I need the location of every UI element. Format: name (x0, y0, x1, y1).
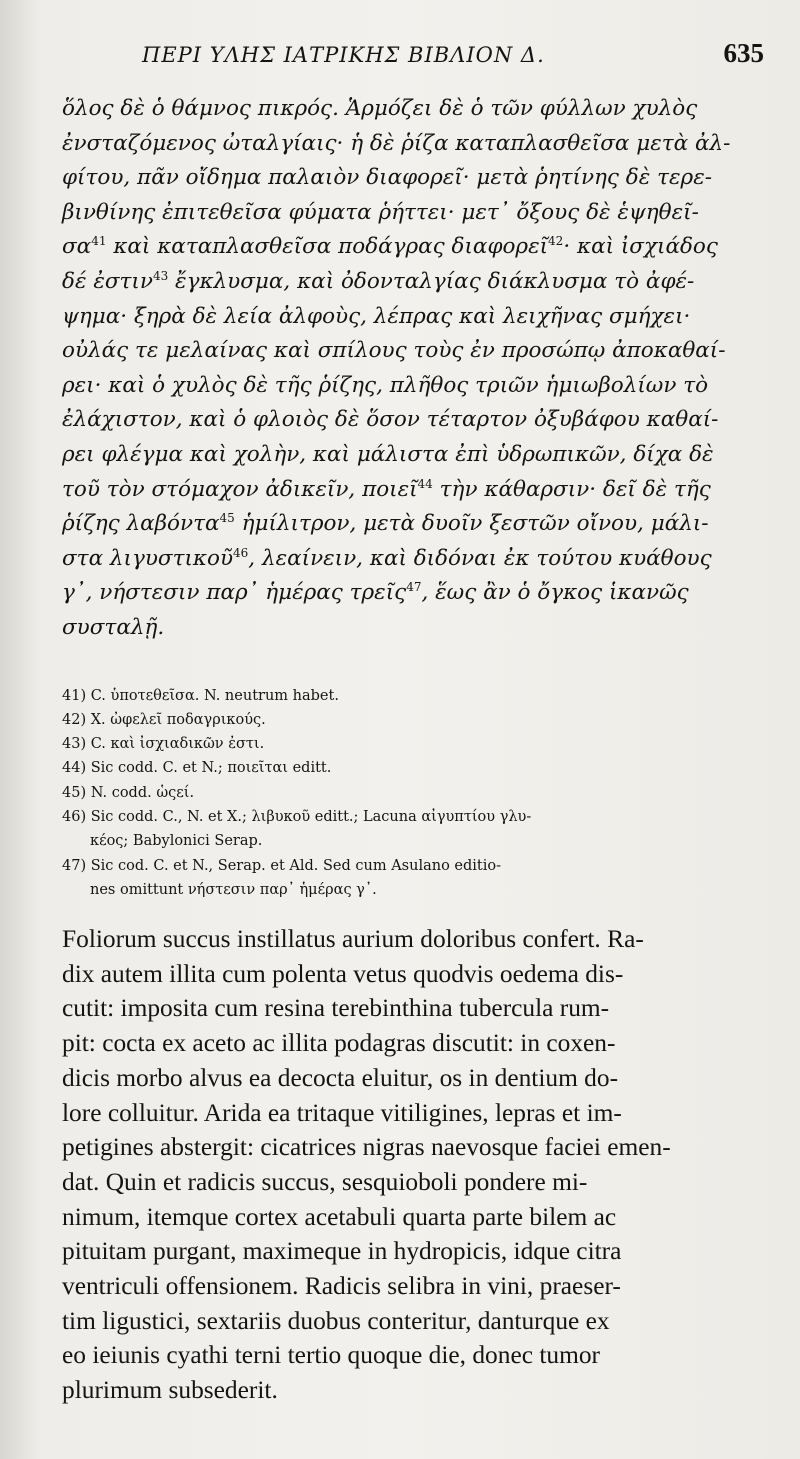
latin-line: pituitam purgant, maximeque in hydropicis, idque citra (62, 1237, 622, 1266)
footnote: 43) C. καὶ ἰσχιαδικῶν ἐστι. (62, 736, 265, 753)
greek-line: φίτου, πᾶν οἴδημα παλαιὸν διαφορεῖ· μετὰ ῥητίνης δὲ τερε- (62, 165, 712, 191)
footnote-marker: 47 (406, 580, 422, 595)
greek-line: συσταλῇ. (62, 614, 165, 640)
greek-line: οὐλάς τε μελαίνας καὶ σπίλους τοὺς ἐν προσώπῳ ἀποκαθαί- (62, 338, 726, 364)
latin-line: nimum, itemque cortex acetabuli quarta parte bilem ac (62, 1202, 617, 1231)
greek-line: τοῦ τὸν στόμαχον ἀδικεῖν, ποιεῖ$^{44}$ τὴν κάθαρσιν· δεῖ δὲ τῆς (62, 476, 711, 502)
footnote: 42) X. ὠφελεῖ ποδαγρικούς. (62, 711, 266, 728)
running-title: ΠΕΡΙ ΥΛΗΣ ΙΑΤΡΙΚΗΣ ΒΙΒΛΙΟΝ Δ. (142, 43, 545, 67)
footnote-marker: 42 (548, 234, 564, 249)
footnote-marker: 41 (91, 234, 107, 249)
greek-line: ρει· καὶ ὁ χυλὸς δὲ τῆς ῥίζης, πλῆθος τριῶν ἡμιωβολίων τὸ (62, 372, 709, 398)
latin-line: cutit: imposita cum resina terebinthina tubercula rum- (62, 994, 610, 1023)
footnote-marker: 46 (233, 545, 249, 560)
latin-line: pit: cocta ex aceto ac illita podagras discutit: in coxen- (62, 1029, 616, 1058)
footnotes-block (62, 684, 764, 903)
latin-line: petigines abstergit: cicatrices nigras naevosque faciei emen- (62, 1133, 671, 1162)
greek-line: ὅλος δὲ ὁ θάμνος πικρός. Ἁρμόζει δὲ ὁ τῶν φύλλων χυλὸς (62, 96, 698, 121)
greek-line: ἐνσταζόμενος ὠταλγίαις· ἡ δὲ ῥίζα καταπλασθεῖσα μετὰ ἀλ- (62, 130, 731, 156)
footnote: 45) N. codd. ὡςεί. (62, 784, 195, 801)
footnote: 47) Sic cod. C. et N., Serap. et Ald. Sed cum Asulano editio- (62, 857, 502, 874)
latin-line: tim ligustici, sextariis duobus conteritur, danturque ex (62, 1306, 610, 1335)
greek-line: ψημα· ξηρὰ δὲ λεία ἀλφοὺς, λέπρας καὶ λειχῆνας σμήχει· (62, 303, 691, 329)
latin-translation-block (62, 922, 671, 1408)
footnote: 46) Sic codd. C., N. et X.; λιβυκοῦ editt.; Lacuna αἰγυπτίου γλυ- (62, 808, 532, 825)
latin-line: plurimum subsederit. (62, 1376, 278, 1405)
page-number: 635 (723, 38, 764, 68)
latin-line: dicis morbo alvus ea decocta eluitur, os in dentium do- (62, 1063, 619, 1092)
greek-line: γ᾽, νήστεσιν παρ᾽ ἡμέρας τρεῖς$^{47}$, ἕως ἂν ὁ ὄγκος ἱκανῶς (62, 580, 689, 606)
greek-line: $\sigma\alpha^{41}$ καὶ καταπλασθεῖσα ποδάγρας διαφορεῖ$^{42}$· καὶ ἰσχιάδος (62, 234, 718, 260)
greek-line: ῥίζης λαβόντα$^{45}$ ἡμίλιτρον, μετὰ δυοῖν ξεστῶν οἴνου, μάλι- (62, 511, 709, 537)
greek-line: ἐλάχιστον, καὶ ὁ φλοιὸς δὲ ὅσον τέταρτον ὀξυβάφου καθαί- (62, 407, 719, 433)
greek-text-block (62, 92, 764, 646)
footnote: κέος; Babylonici Serap. (90, 833, 263, 850)
latin-line: Foliorum succus instillatus aurium doloribus confert. Ra- (62, 925, 644, 953)
latin-line: eo ieiunis cyathi terni tertio quoque die, donec tumor (62, 1341, 600, 1370)
footnote: nes omittunt νήστεσιν παρ᾽ ἡμέρας γ᾽. (90, 881, 377, 898)
footnote: 41) C. ὑποτεθεῖσα. N. neutrum habet. (62, 687, 339, 704)
greek-line: βινθίνης ἐπιτεθεῖσα φύματα ῥήττει· μετ᾽ ὄξους δὲ ἑψηθεῖ- (62, 199, 699, 225)
latin-line: lore colluitur. Arida ea tritaque vitiligines, lepras et im- (62, 1098, 622, 1127)
footnote: 44) Sic codd. C. et N.; ποιεῖται editt. (62, 760, 332, 777)
latin-line: dat. Quin et radicis succus, sesquioboli pondere mi- (62, 1167, 588, 1196)
greek-line: δέ ἐστιν$^{43}$ ἔγκλυσμα, καὶ ὀδονταλγίας διάκλυσμα τὸ ἀφέ- (62, 268, 695, 294)
footnote-marker: 44 (417, 476, 433, 491)
latin-line: ventriculi offensionem. Radicis selibra in vini, praeser- (62, 1272, 621, 1301)
greek-line: στα λιγυστικοῦ$^{46}$, λεαίνειν, καὶ διδόναι ἐκ τούτου κυάθους (62, 545, 712, 571)
greek-line: ρει φλέγμα καὶ χολὴν, καὶ μάλιστα ἐπὶ ὑδρωπικῶν, δίχα δὲ (62, 441, 714, 467)
footnote-marker: 45 (219, 511, 235, 526)
latin-line: dix autem illita cum polenta vetus quodvis oedema dis- (62, 959, 624, 988)
page-header (142, 38, 764, 82)
footnote-marker: 43 (152, 268, 169, 283)
